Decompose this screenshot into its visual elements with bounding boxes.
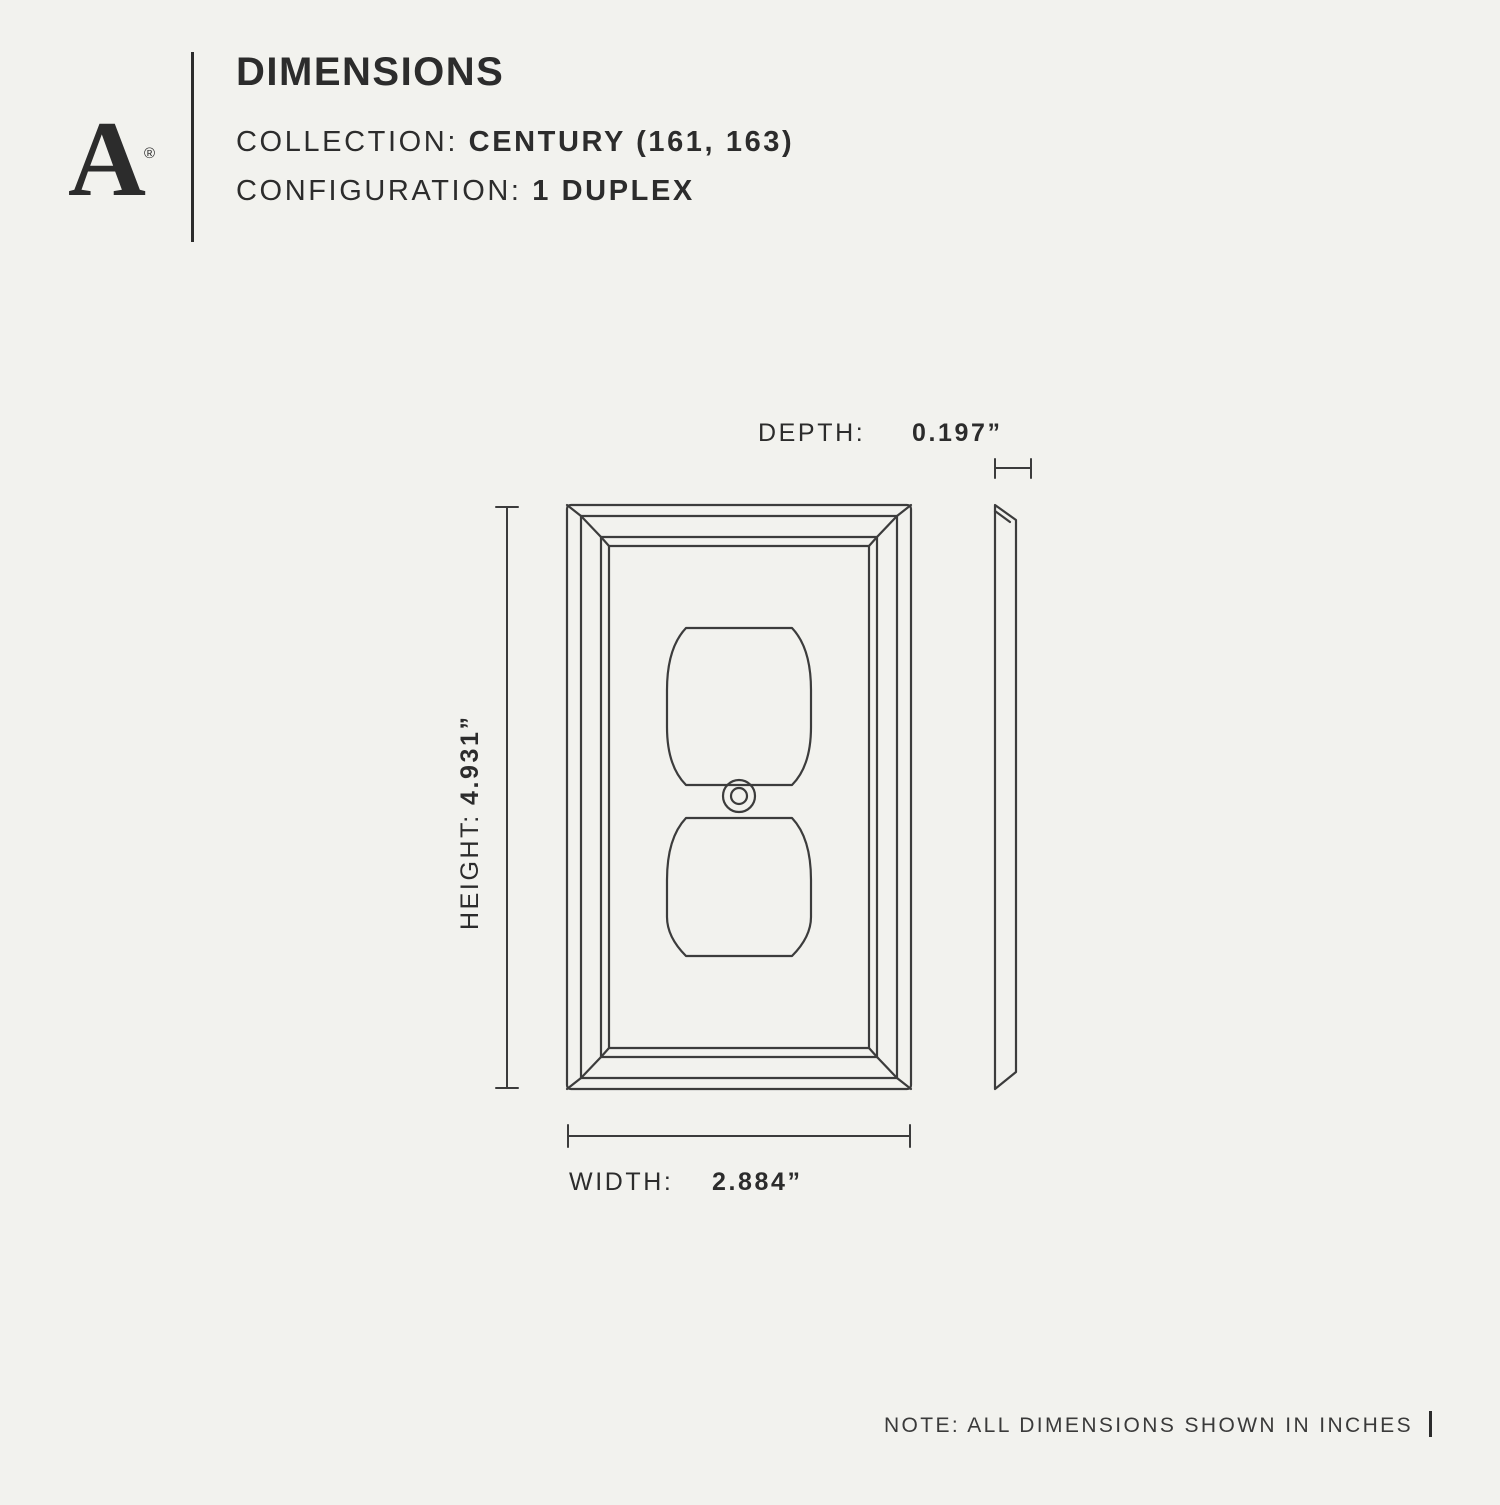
registered-mark-icon: ® (144, 145, 154, 162)
depth-label-group (758, 419, 1003, 447)
collection-label: COLLECTION: (236, 126, 458, 158)
height-dimension-line (496, 507, 518, 1088)
width-label-group (569, 1168, 803, 1196)
logo-letter: A (68, 100, 144, 219)
configuration-value: 1 DUPLEX (532, 175, 695, 207)
depth-value: 0.197” (912, 419, 1003, 447)
receptacle-openings (667, 628, 811, 956)
width-value: 2.884” (712, 1168, 803, 1196)
footer-accent-bar (1429, 1411, 1432, 1437)
depth-dimension-line (995, 459, 1031, 478)
width-label: WIDTH: (569, 1168, 674, 1196)
height-value: 4.931” (456, 714, 484, 805)
front-view-plate (567, 505, 911, 1089)
depth-label: DEPTH: (758, 419, 866, 447)
width-dimension-line (568, 1125, 910, 1147)
collection-value: CENTURY (161, 163) (468, 126, 795, 158)
height-label-group (456, 714, 484, 930)
footer-note (884, 1411, 1432, 1438)
height-label: HEIGHT: (456, 813, 484, 930)
page-title: DIMENSIONS (236, 50, 505, 94)
side-view-profile (995, 505, 1016, 1089)
footer-note-text: NOTE: ALL DIMENSIONS SHOWN IN INCHES (883, 1414, 1413, 1437)
configuration-label: CONFIGURATION: (236, 175, 522, 207)
